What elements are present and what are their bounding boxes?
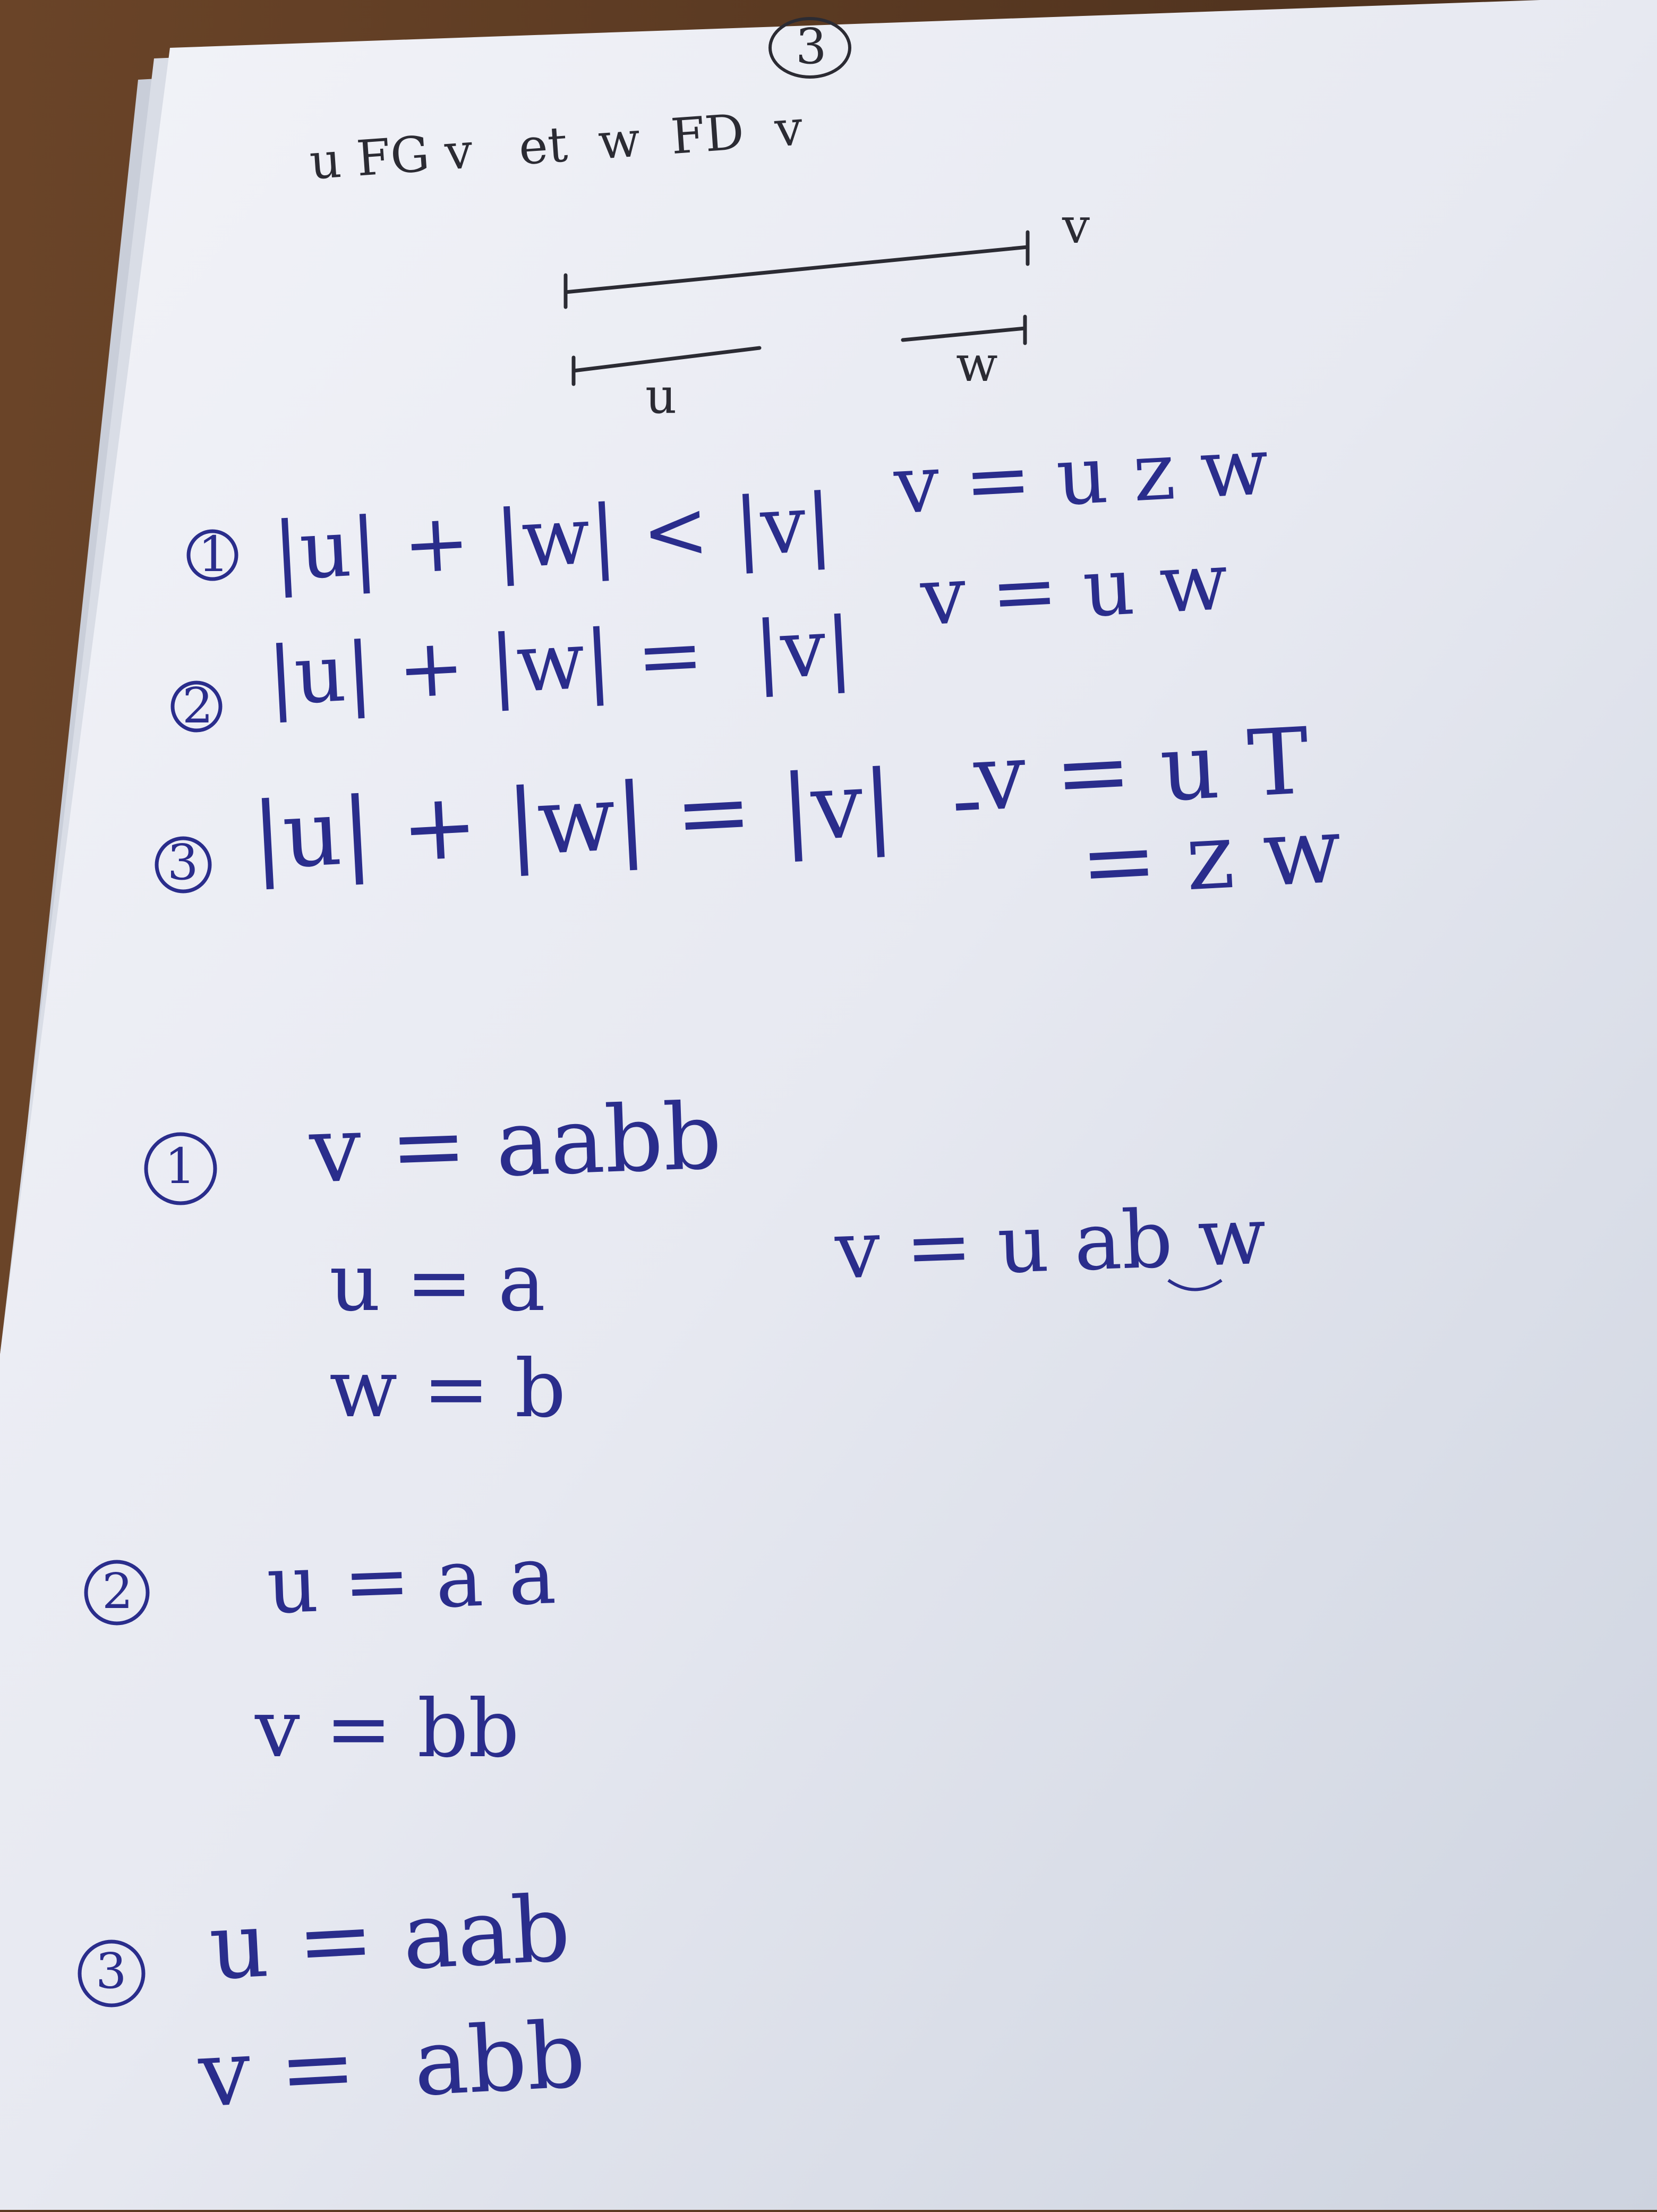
example-1-line-3: w = b bbox=[329, 1343, 566, 1435]
example-1-note: v = u ab w bbox=[833, 1189, 1268, 1297]
label-u: u bbox=[645, 368, 677, 424]
label-w: w bbox=[956, 336, 998, 393]
example-1-line-2: u = a bbox=[329, 1237, 546, 1329]
case-1-condition: |u| + |w| < |v| bbox=[270, 477, 835, 599]
intro-line: u FG v et w FD v bbox=[308, 99, 805, 191]
example-2-line-1: u = a a bbox=[265, 1529, 558, 1632]
case-3-marker: 3 bbox=[167, 834, 199, 891]
case-2-marker: 2 bbox=[182, 677, 213, 734]
case-1-marker: 1 bbox=[198, 526, 229, 583]
example-2-line-2: v = bb bbox=[255, 1683, 519, 1775]
example-3-marker: 3 bbox=[96, 1943, 127, 2000]
example-1-line-1: v = aabb bbox=[308, 1082, 723, 1204]
case-2-result: v = u w bbox=[918, 535, 1231, 644]
example-1-marker: 1 bbox=[165, 1138, 196, 1195]
example-3-line-2: v = abb bbox=[196, 2001, 588, 2128]
example-2-marker: 2 bbox=[102, 1563, 133, 1620]
case-3-condition: |u| + |w| = |v| - bbox=[249, 745, 986, 890]
case-3-result: v = u T bbox=[971, 708, 1312, 832]
case-2-condition: |u| + |w| = |v| bbox=[265, 600, 855, 724]
label-v: v bbox=[1062, 198, 1090, 254]
page-number: 3 bbox=[796, 18, 827, 75]
example-3-line-1: u = aab bbox=[207, 1875, 573, 2001]
case-3-result-cont: = z w bbox=[1078, 796, 1344, 917]
case-1-result: v = u z w bbox=[892, 420, 1271, 532]
